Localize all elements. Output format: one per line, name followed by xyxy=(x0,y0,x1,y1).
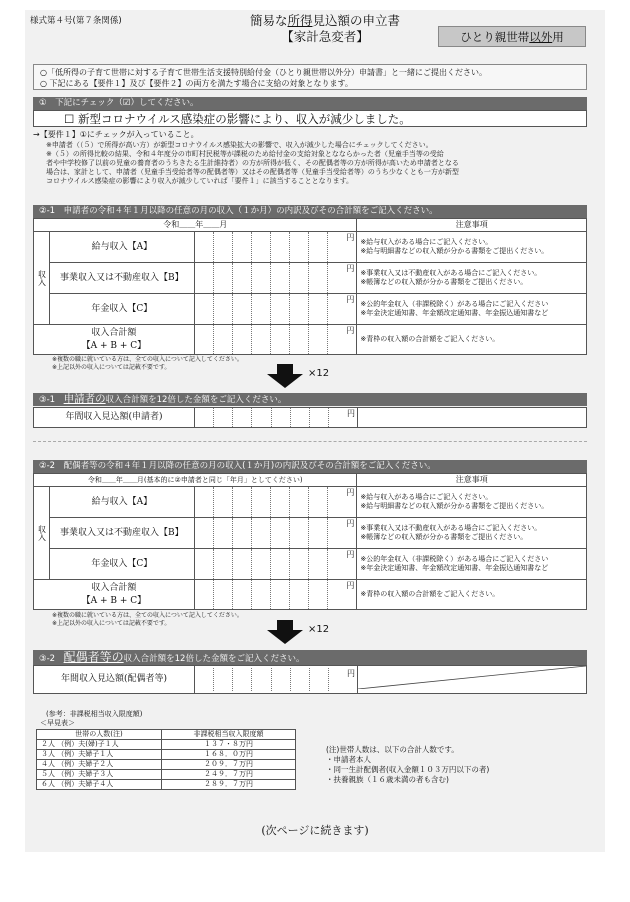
business-income-input[interactable]: 円 xyxy=(194,263,357,294)
spouse-pension-income-note: ※公的年金収入（非課税除く）がある場合にご記入ください ※年金決定通知書、年金額改定通知書、年金振込通知書など xyxy=(357,549,587,580)
section3-2-header: ③-2 配偶者等の収入合計額を12倍した金額をご記入ください。 xyxy=(33,650,587,665)
spouse-month-header: 令和＿＿年＿＿月(基本的に②申請者と同じ「年月」としてください) xyxy=(34,474,357,487)
requirement1-title: →【要件１】①にチェックが入っていること。 xyxy=(33,130,199,139)
spouse-pension-income-label: 年金収入【C】 xyxy=(49,549,194,580)
col-household: 世帯の人数(注) xyxy=(37,730,162,740)
spouse-business-income-label: 事業収入又は不動産収入【B】 xyxy=(49,518,194,549)
form-number: 様式第４号(第７条関係) xyxy=(30,16,122,26)
section1-header: ① 下記にチェック（☑）してください。 xyxy=(33,97,587,110)
table-row: ５人 （例）夫婦子３人 ２４９．７万円 xyxy=(37,770,296,780)
spouse-income-table xyxy=(33,473,587,610)
business-income-note: ※事業収入又は不動産収入がある場合にご記入ください。 ※帳簿などの収入額が分かる書類をご提出ください。 xyxy=(357,263,587,294)
tax-exempt-limit-table xyxy=(36,729,296,790)
section2-2-header: ②-2 配偶者等の令和４年１月以降の任意の月の収入(１か月)の内訳及びその合計額をご記入ください。 xyxy=(33,460,587,473)
spouse-income-total-input[interactable]: 円 xyxy=(194,580,357,610)
spouse-business-income-input[interactable]: 円 xyxy=(194,518,357,549)
multiply-arrow-icon xyxy=(267,364,303,388)
spouse-annual-table xyxy=(33,665,587,694)
spouse-annual-input[interactable]: 円 xyxy=(195,666,358,694)
multiplier-label-2: ×12 xyxy=(308,624,330,635)
spouse-income-total-note: ※青枠の収入額の合計額をご記入ください。 xyxy=(357,580,587,610)
table-row: ２人 （例）夫(婦)子１人 １３７・８万円 xyxy=(37,740,296,750)
submission-notes: ○「低所得の子育て世帯に対する子育て世帯生活支援特別給付金（ひとり親世帯以外分）申請書」と一緒にご提出ください。 ○ 下記にある【要件１】及び【要件２】の両方を満たす場合に支給の対象となります。 xyxy=(33,64,587,90)
multiplier-label: ×12 xyxy=(308,368,330,379)
divider xyxy=(33,441,587,442)
income-total-label: 収入合計額 【A + B + C】 xyxy=(34,325,195,355)
spouse-pension-income-input[interactable]: 円 xyxy=(194,549,357,580)
table-row: ３人 （例）夫婦子１人 １６８．０万円 xyxy=(37,750,296,760)
pension-income-input[interactable]: 円 xyxy=(194,294,357,325)
covid-income-decrease-checkbox[interactable]: ☐ 新型コロナウイルス感染症の影響により、収入が減少しました。 xyxy=(33,110,587,127)
pension-income-note: ※公的年金収入（非課税除く）がある場合にご記入ください ※年金決定通知書、年金額改定通知書、年金振込通知書など xyxy=(357,294,587,325)
section2-2-footnotes: ※複数の職に就いている方は、全ての収入について記入してください。 ※上記以外の収入については記載不要です。 xyxy=(52,612,243,627)
month-header: 令和＿＿年＿＿月 xyxy=(34,219,357,232)
requirement1-details: ※申請者（（５）で所得が高い方）が新型コロナウイルス感染拡大の影響で、収入が減少した場合にチェックしてください。 ※（５）の所得比較の結果、令和４年度分の市町村民税等が課税のため給付金の支給対象となならかった者（児童手当等の受給 者や中学校修了以前の児童の養育者のうちきたる生計維持者）の方が所得が低く、その配偶者等の方が所得が高いため申請者となる 場合は、家計として、申請者（児童手当受給者等の配偶者等）又はその配偶者等（児童手当受給者等）のうち少なくとも一方が新型 コロナウイルス感染症の影響により収入が減少していれば「要件１」に該当することとなります。 xyxy=(46,141,459,185)
salary-income-label: 給与収入【A】 xyxy=(49,232,194,263)
spouse-salary-income-label: 給与収入【A】 xyxy=(49,487,194,518)
spouse-salary-income-input[interactable]: 円 xyxy=(194,487,357,518)
spouse-notes-header: 注意事項 xyxy=(357,474,587,487)
applicant-annual-input[interactable]: 円 xyxy=(195,408,358,428)
section2-1-header: ②-1 申請者の令和４年１月以降の任意の月の収入（１か月）の内訳及びその合計額をご記入ください。 xyxy=(33,205,587,218)
table-row: ４人 （例）夫婦子２人 ２０９．７万円 xyxy=(37,760,296,770)
applicant-income-table xyxy=(33,218,587,355)
section3-1-header: ③-1 申請者の収入合計額を12倍した金額をご記入ください。 xyxy=(33,393,587,406)
salary-income-input[interactable]: 円 xyxy=(194,232,357,263)
applicant-annual-blank xyxy=(358,408,587,428)
table-row: ６人 （例）夫婦子４人 ２８９．７万円 xyxy=(37,780,296,790)
salary-income-note: ※給与収入がある場合にご記入ください。 ※給与明細書などの収入額が分かる書類をご提出ください。 xyxy=(357,232,587,263)
col-limit: 非課税相当収入限度額 xyxy=(162,730,296,740)
multiply-arrow-icon-2 xyxy=(267,620,303,644)
reference-title: (参考：非課税相当収入限度額) xyxy=(46,710,143,718)
spouse-business-income-note: ※事業収入又は不動産収入がある場合にご記入ください。 ※帳簿などの収入額が分かる書類をご提出ください。 xyxy=(357,518,587,549)
income-side-label: 収入 xyxy=(34,232,50,325)
spouse-salary-income-note: ※給与収入がある場合にご記入ください。 ※給与明細書などの収入額が分かる書類をご提出ください。 xyxy=(357,487,587,518)
household-type-badge: ひとり親世帯以外用 xyxy=(438,26,586,47)
pension-income-label: 年金収入【C】 xyxy=(49,294,194,325)
spouse-annual-blank xyxy=(358,666,587,694)
income-total-note: ※青枠の収入額の合計額をご記入ください。 xyxy=(357,325,587,355)
household-count-note: (注)世帯人数は、以下の合計人数です。 ・申請者本人 ・同一生計配偶者(収入金額１０３万円以下の者) ・扶養親族（１６歳未満の者も含む) xyxy=(326,745,490,784)
section2-1-footnotes: ※複数の職に就いている方は、全ての収入について記入してください。 ※上記以外の収入については記載不要です。 xyxy=(52,356,243,371)
continued-next-page: (次ページに続きます) xyxy=(261,824,369,837)
applicant-annual-table xyxy=(33,407,587,428)
business-income-label: 事業収入又は不動産収入【B】 xyxy=(49,263,194,294)
spouse-income-total-label: 収入合計額 【A + B + C】 xyxy=(34,580,195,610)
page-title: 簡易な所得見込額の申立書 【家計急変者】 xyxy=(249,13,401,44)
spouse-annual-label: 年間収入見込額(配偶者等) xyxy=(34,666,195,694)
reference-subtitle: ＜早見表＞ xyxy=(40,719,75,727)
applicant-annual-label: 年間収入見込額(申請者) xyxy=(34,408,195,428)
spouse-income-side-label: 収入 xyxy=(34,487,50,580)
income-total-input[interactable]: 円 xyxy=(194,325,357,355)
notes-header: 注意事項 xyxy=(357,219,587,232)
